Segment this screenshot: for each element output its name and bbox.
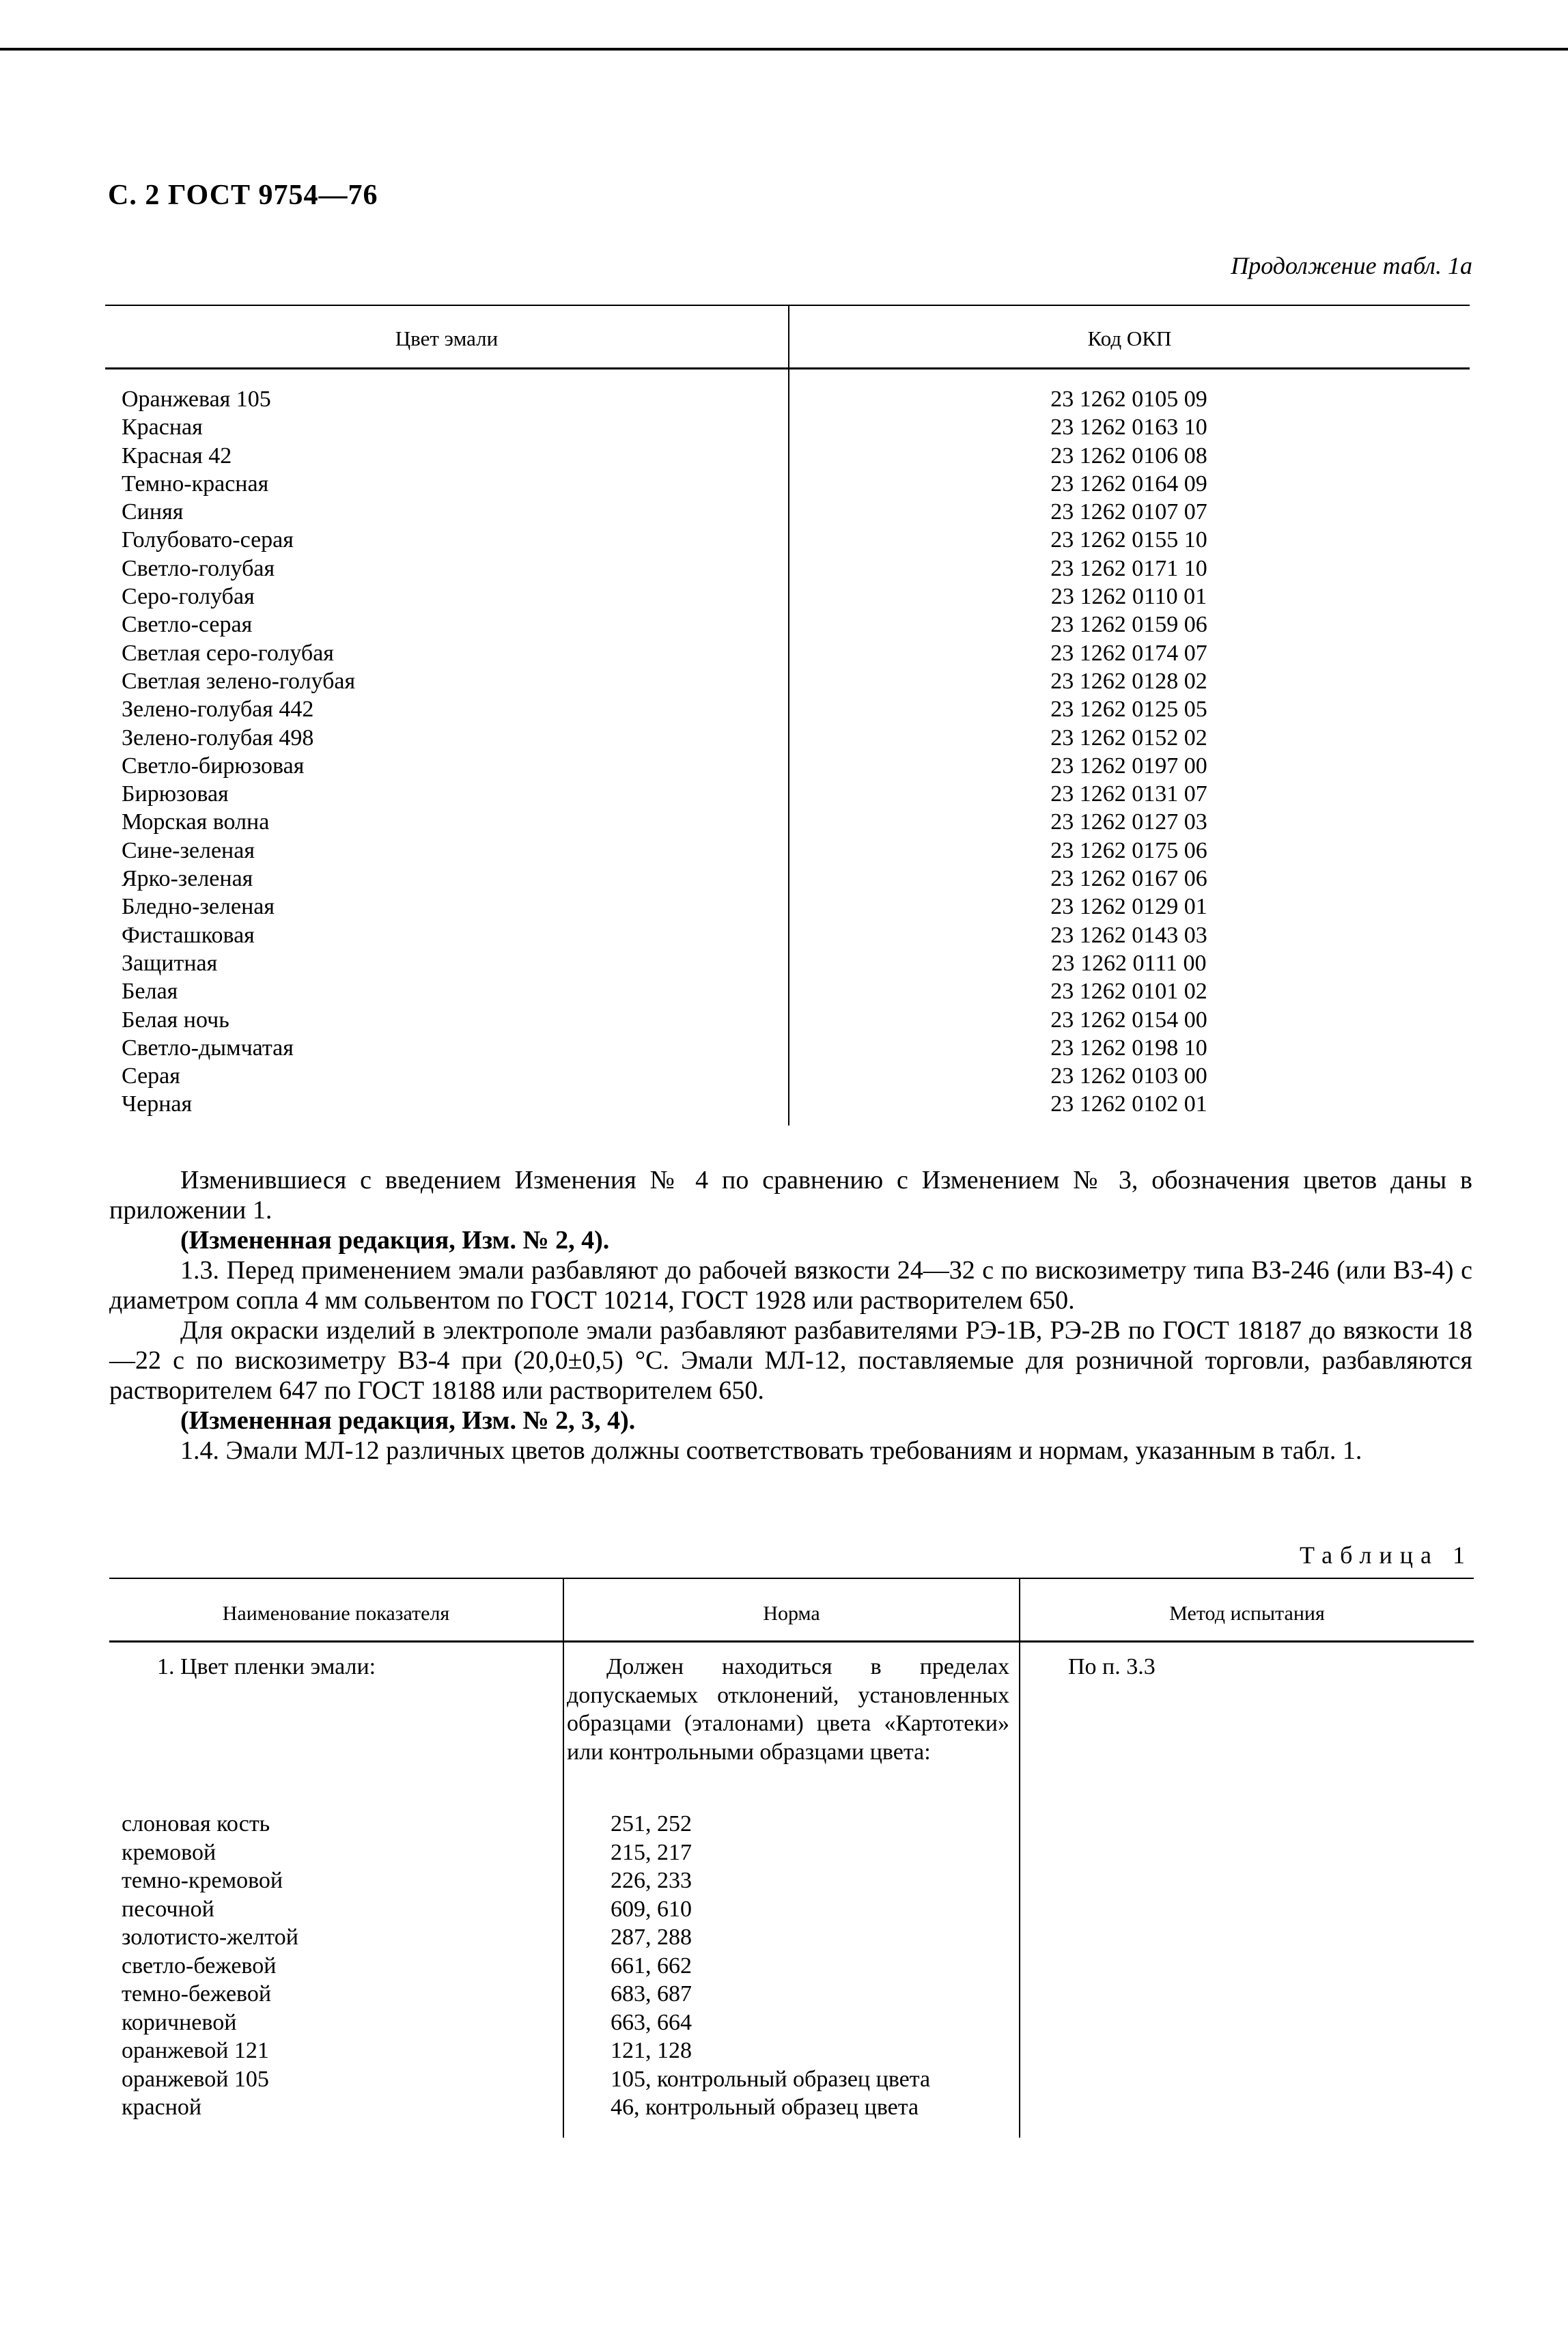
revision-note-1: (Измененная редакция, Изм. № 2, 4).	[180, 1226, 610, 1255]
table-row	[122, 949, 1470, 977]
table-1-label: Таблица 1	[1300, 1541, 1472, 1569]
table-row	[122, 724, 1470, 752]
table-row	[122, 470, 1470, 498]
table-row	[122, 611, 1470, 639]
table-row	[122, 865, 1470, 893]
table-continuation-label: Продолжение табл. 1а	[1231, 252, 1472, 279]
enamel-color-name: Черная	[122, 1091, 193, 1117]
page-header: С. 2 ГОСТ 9754—76	[108, 180, 378, 211]
table-row	[122, 1034, 1470, 1062]
okp-code: 23 1262 0105 09	[1050, 387, 1207, 412]
table-row	[122, 695, 1470, 723]
table-row	[122, 442, 1470, 470]
table-1	[109, 1578, 1474, 2138]
indicator-item: кремовой	[122, 1839, 216, 1865]
okp-code: 23 1262 0197 00	[1050, 753, 1207, 779]
okp-code: 23 1262 0155 10	[1050, 527, 1207, 553]
first-row-method: По п. 3.3	[1068, 1654, 1156, 1679]
enamel-color-name: Зелено-голубая 498	[122, 725, 314, 751]
indicator-item: коричневой	[122, 2009, 237, 2035]
enamel-color-name: Светло-бирюзовая	[122, 753, 305, 779]
norm-item: 226, 233	[611, 1868, 692, 1893]
top-rule	[0, 48, 1568, 51]
okp-code: 23 1262 0167 06	[1050, 866, 1207, 892]
enamel-color-name: Голубовато-серая	[122, 527, 294, 553]
enamel-color-name: Морская волна	[122, 809, 270, 835]
okp-code: 23 1262 0154 00	[1050, 1007, 1207, 1033]
table-row	[122, 921, 1470, 949]
enamel-color-name: Красная 42	[122, 443, 232, 469]
table-row	[122, 837, 1470, 865]
paragraph-changes-note: Изменившиеся с введением Изменения № 4 по сравнению с Изменением № 3, обозначения цветов даны в приложении 1.	[109, 1166, 1472, 1225]
table-row	[122, 385, 1470, 413]
indicator-item: светло-бежевой	[122, 1953, 277, 1979]
indicator-item: песочной	[122, 1896, 214, 1922]
table-row	[122, 1090, 1470, 1118]
enamel-color-name: Защитная	[122, 950, 218, 976]
enamel-color-name: Белая	[122, 979, 178, 1005]
table-row	[122, 583, 1470, 611]
okp-code: 23 1262 0159 06	[1050, 612, 1207, 638]
table-row	[122, 1062, 1470, 1090]
table-row	[122, 555, 1470, 583]
paragraph-1-3: 1.3. Перед применением эмали разбавляют до рабочей вязкости 24—32 с по вискозиметру типа ВЗ-246 (или ВЗ-4) с диаметром сопла 4 мм сольвентом по ГОСТ 10214, ГОСТ 1928 или растворителем 650.	[109, 1256, 1472, 1315]
okp-code: 23 1262 0131 07	[1050, 781, 1207, 807]
table-row	[122, 780, 1470, 808]
table-row	[122, 639, 1470, 667]
table-row	[122, 808, 1470, 836]
enamel-color-name: Фисташковая	[122, 922, 255, 948]
enamel-color-name: Красная	[122, 415, 203, 441]
enamel-color-name: Ярко-зеленая	[122, 866, 253, 892]
enamel-color-name: Бирюзовая	[122, 781, 229, 807]
enamel-color-name: Светлая зелено-голубая	[122, 668, 356, 694]
norm-item: 287, 288	[611, 1925, 692, 1950]
okp-code: 23 1262 0171 10	[1050, 555, 1207, 581]
table-row	[122, 893, 1470, 921]
enamel-color-name: Светло-голубая	[122, 555, 275, 581]
indicator-item: темно-кремовой	[122, 1868, 283, 1893]
table-1a-top-rule	[105, 305, 1470, 306]
paragraph-electro-field: Для окраски изделий в электрополе эмали разбавляют разбавителями РЭ-1В, РЭ-2В по ГОСТ 18187 до вязкости 18—22 с по вискозиметру ВЗ-4 при (20,0±0,5) °С. Эмали МЛ-12, поставляемые для розничной торговли, разбавляются растворителем 647 по ГОСТ 18188 или растворителем 650.	[109, 1316, 1472, 1405]
enamel-color-name: Светлая серо-голубая	[122, 640, 334, 666]
table-row	[122, 667, 1470, 695]
okp-code: 23 1262 0152 02	[1050, 725, 1207, 751]
norm-item: 251, 252	[611, 1811, 692, 1836]
enamel-color-name: Серо-голубая	[122, 584, 255, 610]
body-text	[109, 1165, 1472, 1466]
norm-item: 215, 217	[611, 1839, 692, 1865]
okp-code: 23 1262 0110 01	[1050, 584, 1207, 610]
table-1-header-rule	[109, 1640, 1474, 1643]
column-header-indicator: Наименование показателя	[222, 1602, 450, 1625]
column-header-method: Метод испытания	[1169, 1602, 1325, 1625]
okp-code: 23 1262 0102 01	[1050, 1091, 1207, 1117]
norm-item: 661, 662	[611, 1953, 692, 1979]
okp-code: 23 1262 0164 09	[1050, 471, 1207, 497]
norm-item: 46, контрольный образец цвета	[611, 2095, 919, 2120]
table-1-top-rule	[109, 1578, 1474, 1579]
enamel-color-name: Бледно-зеленая	[122, 894, 275, 920]
okp-code: 23 1262 0129 01	[1050, 894, 1207, 920]
indicator-item: темно-бежевой	[122, 1981, 272, 2007]
okp-code: 23 1262 0128 02	[1050, 668, 1207, 694]
enamel-color-name: Светло-серая	[122, 612, 253, 638]
enamel-color-name: Светло-дымчатая	[122, 1035, 294, 1061]
norm-list	[611, 1810, 1018, 2122]
enamel-color-name: Серая	[122, 1063, 180, 1089]
enamel-color-name: Белая ночь	[122, 1007, 229, 1033]
table-row	[122, 526, 1470, 554]
okp-code: 23 1262 0198 10	[1050, 1035, 1207, 1061]
okp-code: 23 1262 0163 10	[1050, 415, 1207, 441]
revision-note-2: (Измененная редакция, Изм. № 2, 3, 4).	[180, 1406, 636, 1435]
table-row	[122, 1006, 1470, 1034]
indicator-item: оранжевой 105	[122, 2066, 269, 2092]
indicator-list	[122, 1810, 559, 2122]
paragraph-1-4: 1.4. Эмали МЛ-12 различных цветов должны соответствовать требованиям и нормам, указанным в табл. 1.	[180, 1436, 1362, 1465]
table-row	[122, 498, 1470, 526]
first-row-norm: Должен находиться в пределах допускаемых отклонений, установленных образцами (эталонами) цвета «Картотеки» или контрольными образцами цвета:	[567, 1654, 1009, 1765]
enamel-color-name: Синяя	[122, 499, 184, 525]
okp-code: 23 1262 0174 07	[1050, 640, 1207, 666]
table-1-divider-1	[563, 1578, 564, 2138]
norm-item: 105, контрольный образец цвета	[611, 2066, 931, 2092]
table-1a-header-rule	[105, 367, 1470, 369]
indicator-item: красной	[122, 2095, 202, 2120]
first-row-indicator: 1. Цвет пленки эмали:	[157, 1654, 376, 1679]
indicator-item: золотисто-желтой	[122, 1925, 298, 1950]
okp-code: 23 1262 0175 06	[1050, 837, 1207, 863]
table-1a-body	[122, 385, 1470, 1119]
column-header-color: Цвет эмали	[395, 326, 499, 350]
column-header-norm: Норма	[763, 1602, 820, 1625]
okp-code: 23 1262 0111 00	[1051, 950, 1207, 976]
okp-code: 23 1262 0106 08	[1050, 443, 1207, 469]
table-1-divider-2	[1019, 1578, 1020, 2138]
norm-item: 683, 687	[611, 1981, 692, 2007]
column-header-code: Код ОКП	[1087, 326, 1172, 350]
enamel-color-name: Оранжевая 105	[122, 387, 271, 412]
okp-code: 23 1262 0127 03	[1050, 809, 1207, 835]
norm-item: 121, 128	[611, 2038, 692, 2063]
okp-code: 23 1262 0107 07	[1050, 499, 1207, 525]
okp-code: 23 1262 0103 00	[1050, 1063, 1207, 1089]
norm-item: 609, 610	[611, 1896, 692, 1922]
okp-code: 23 1262 0125 05	[1050, 697, 1207, 723]
table-row	[122, 413, 1470, 441]
table-row	[122, 977, 1470, 1005]
okp-code: 23 1262 0143 03	[1050, 922, 1207, 948]
norm-item: 663, 664	[611, 2009, 692, 2035]
enamel-color-name: Сине-зеленая	[122, 837, 255, 863]
enamel-color-name: Зелено-голубая 442	[122, 697, 314, 723]
enamel-color-name: Темно-красная	[122, 471, 269, 497]
indicator-item: слоновая кость	[122, 1811, 270, 1836]
okp-code: 23 1262 0101 02	[1050, 979, 1207, 1005]
table-row	[122, 752, 1470, 780]
indicator-item: оранжевой 121	[122, 2038, 269, 2063]
